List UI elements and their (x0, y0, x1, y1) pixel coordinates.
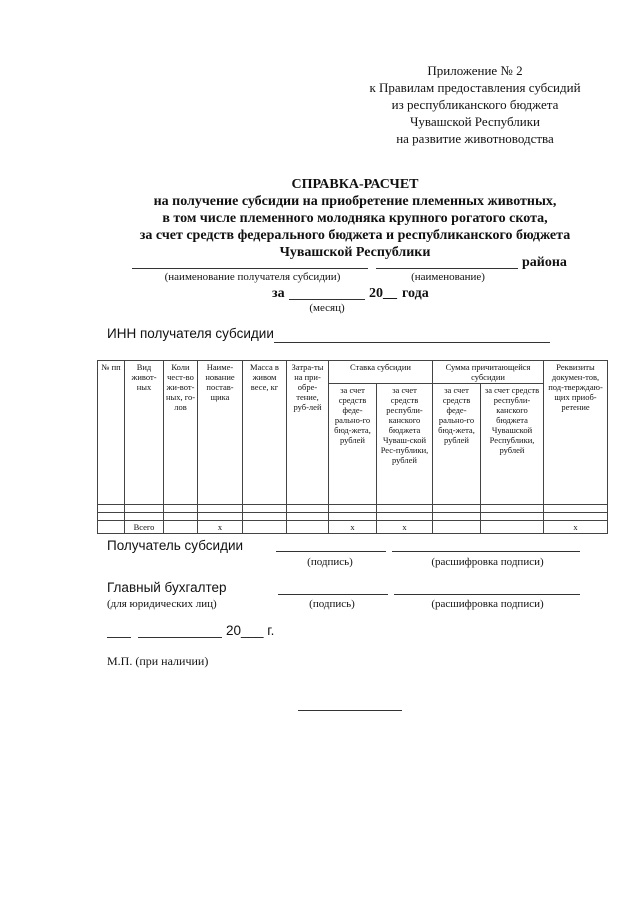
total-requisites-x: х (544, 521, 608, 534)
total-rate-fed-x: х (329, 521, 377, 534)
recipient-name-line[interactable] (132, 268, 368, 269)
table-row[interactable] (98, 513, 608, 521)
date-year-text: 20___ г. (226, 623, 275, 638)
appendix-line: из республиканского бюджета (391, 97, 559, 112)
stamp-label: М.П. (при наличии) (107, 654, 209, 668)
appendix-line: на развитие животноводства (396, 131, 554, 146)
month-date-line[interactable] (138, 637, 222, 638)
day-line[interactable] (107, 637, 131, 638)
inn-label: ИНН получателя субсидии (107, 326, 274, 341)
signature-caption: (подпись) (307, 556, 353, 568)
table-row[interactable] (98, 505, 608, 513)
subheader-rate-rep: за счет средств республи-канского бюджета Чуваш-ской Рес-публики, рублей (377, 384, 433, 505)
header-supplier: Наиме-нование постав-щика (198, 361, 243, 505)
appendix-line: Чувашской Республики (409, 114, 541, 129)
appendix-line: Приложение № 2 (427, 63, 523, 78)
header-due: Сумма причитающейся субсидии (433, 361, 544, 384)
total-label: Всего (125, 521, 164, 534)
table-total-row (98, 521, 608, 534)
document-heading: СПРАВКА-РАСЧЕТ (291, 177, 419, 192)
header-requisites: Реквизиты докумен-тов, под-тверждаю-щих приоб-ретение (544, 361, 608, 505)
decoding-caption: (расшифровка подписи) (431, 556, 544, 568)
subheader-due-rep: за счет средств республи-канского бюджета Чувашской Республики, рублей (481, 384, 544, 505)
title-line: за счет средств федерального бюджета и республиканского бюджета (139, 228, 571, 243)
appendix-line: к Правилам предоставления субсидий (369, 80, 581, 95)
inn-line[interactable] (274, 342, 550, 343)
month-caption: (месяц) (309, 302, 345, 314)
title-line: Чувашской Республики (279, 245, 431, 260)
month-line[interactable] (289, 299, 365, 300)
district-caption: (наименование) (411, 271, 485, 283)
accountant-signature-label: Главный бухгалтер (107, 580, 227, 595)
recipient-decoding-line[interactable] (392, 551, 580, 552)
header-rate: Ставка субсидии (329, 361, 433, 384)
header-num: № пп (98, 361, 125, 505)
appendix-block (340, 62, 610, 147)
accountant-sub-label: (для юридических лиц) (107, 598, 217, 610)
recipient-caption: (наименование получателя субсидии) (164, 271, 341, 283)
header-qty: Коли чест-во жи-вот-ных, го-лов (164, 361, 198, 505)
year-word: года (402, 286, 429, 301)
accountant-decoding-line[interactable] (394, 594, 580, 595)
period-prefix: за (272, 286, 285, 301)
decoding-caption: (расшифровка подписи) (431, 598, 544, 610)
subheader-due-fed: за счет средств феде-рально-го бюд-жета, рублей (433, 384, 481, 505)
title-line: на получение субсидии на приобретение племенных животных, (153, 194, 557, 209)
header-costs: Затра-ты на при-обре-тение, руб-лей (287, 361, 329, 505)
closing-divider (298, 710, 402, 711)
total-rate-rep-x: х (377, 521, 433, 534)
header-mass: Масса в живом весе, кг (243, 361, 287, 505)
year-prefix: 20__ (369, 286, 397, 301)
title-line: в том числе племенного молодняка крупного рогатого скота, (162, 211, 548, 226)
header-kind: Вид живот-ных (125, 361, 164, 505)
title-block (100, 176, 610, 261)
recipient-signature-label: Получатель субсидии (107, 538, 244, 553)
signature-caption: (подпись) (309, 598, 355, 610)
recipient-signature-line[interactable] (276, 551, 386, 552)
subheader-rate-fed: за счет средств феде-рально-го бюд-жета, рублей (329, 384, 377, 505)
accountant-signature-line[interactable] (278, 594, 388, 595)
total-supplier-x: х (198, 521, 243, 534)
calculation-table (97, 360, 608, 534)
district-name-line[interactable] (376, 268, 518, 269)
district-word: района (522, 255, 567, 270)
